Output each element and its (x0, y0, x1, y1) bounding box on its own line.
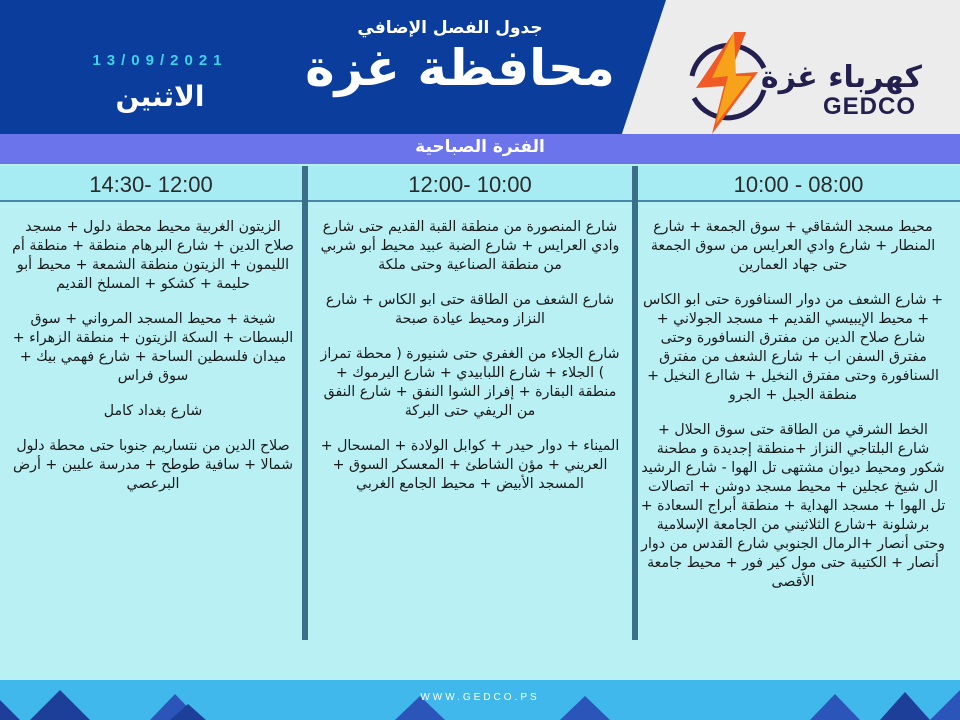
area-list-item: شارع الجلاء من الغفري حتى شنيورة ( محطة تمراز ) الجلاء + شارع اللبابيدي + شارع اليرموك + منطقة البقارة + إفراز الشوا النفق + شارع النفق من الريفي حتى البركة (320, 346, 620, 419)
schedule-column-1 (640, 218, 946, 608)
area-list-item: شارع المنصورة من منطقة القبة القديم حتى شارع وادي العرايس + شارع الضبة عبيد محيط أبو شربي من منطقة الصناعية وحتى ملكة (320, 219, 620, 273)
column-divider (632, 166, 638, 640)
brand-name-english: GEDCO (822, 93, 916, 120)
schedule-subtitle: جدول الفصل الإضافي (357, 18, 543, 38)
website-link[interactable]: WWW.GEDCO.PS (420, 692, 540, 703)
schedule-day: الاثنين (115, 80, 205, 113)
time-slot-header: 14:30- 12:00 (0, 166, 302, 202)
area-list-item: شارع الشعف من الطاقة حتى ابو الكاس + شارع النزاز ومحيط عيادة صبحة (325, 292, 615, 327)
column-divider (302, 166, 308, 640)
schedule-column-3 (12, 218, 294, 510)
time-slot-header: 10:00 - 08:00 (637, 166, 960, 202)
area-list-item: الخط الشرقي من الطاقة حتى سوق الحلال + شارع البلتاجي النزاز +منطقة إجديدة و مطحنة شكور ومحيط ديوان مشتهى تل الهوا - شارع الرشيد ال شيخ عجلين + محيط مسجد دوشن + اتصالات تل الهوا + مسجد الهداية + منطقة أبراج السعادة + برشلونة +شارع الثلاثيني من الجامعة الإسلامية وحتى أنصار +الرمال الجنوبي شارع القدس من دوار أنصار + الكتيبة حتى مول كير فور + محيط جامعة الأقصى (640, 422, 946, 590)
area-list-item: شارع بغداد كامل (103, 403, 203, 419)
area-list-item: شيخة + محيط المسجد المرواني + سوق البسطات + السكة الزيتون + منطقة الزهراء + ميدان فلسطين الساحة + شارع فهمي بيك + سوق فراس (12, 311, 294, 384)
area-list-item: الميناء + دوار حيدر + كوابل الولادة + المسحال + العريني + مؤن الشاطئ + المعسكر السوق + المسجد الأبيض + محيط الجامع الغربي (320, 438, 620, 492)
area-list-item: محيط مسجد الشقاقي + سوق الجمعة + شارع المنطار + شارع وادي العرايس من سوق الجمعة حتى جهاد العمارين (650, 219, 936, 273)
header-banner (0, 0, 960, 134)
footer-bar (0, 680, 960, 720)
area-list-item: الزيتون الغربية محيط محطة دلول + مسجد صلاح الدين + شارع البرهام منطقة + منطقة أم الليمون + الزيتون منطقة الشمعة + محيط أبو حليمة + كشكو + المسلخ القديم (12, 219, 294, 292)
period-label: الفترة الصباحية (415, 137, 545, 157)
brand-name-arabic: كهرباء غزة (760, 60, 922, 95)
schedule-date: 13/09/2021 (92, 52, 228, 69)
area-list-item: صلاح الدين من نتساريم جنوبا حتى محطة دلول شمالا + سافية طوطح + مدرسة عليين + أرض البرعصي (12, 438, 294, 492)
time-slot-header: 12:00- 10:00 (308, 166, 632, 202)
area-list-item: + شارع الشعف من دوار السنافورة حتى ابو الكاس + محيط الإيبيسي القديم + مسجد الجولاني + شارع صلاح الدين من مفترق النسافورة وحتى مفترق السفن اب + شارع الشعف من مفترق السنافورة وحتى مفترق النخيل + شاارع النخيل + منطقة الجبل + الجرو (642, 292, 944, 403)
header-divider (0, 200, 960, 202)
page-title: محافظة غزة (305, 39, 615, 97)
schedule-column-2 (318, 218, 622, 510)
